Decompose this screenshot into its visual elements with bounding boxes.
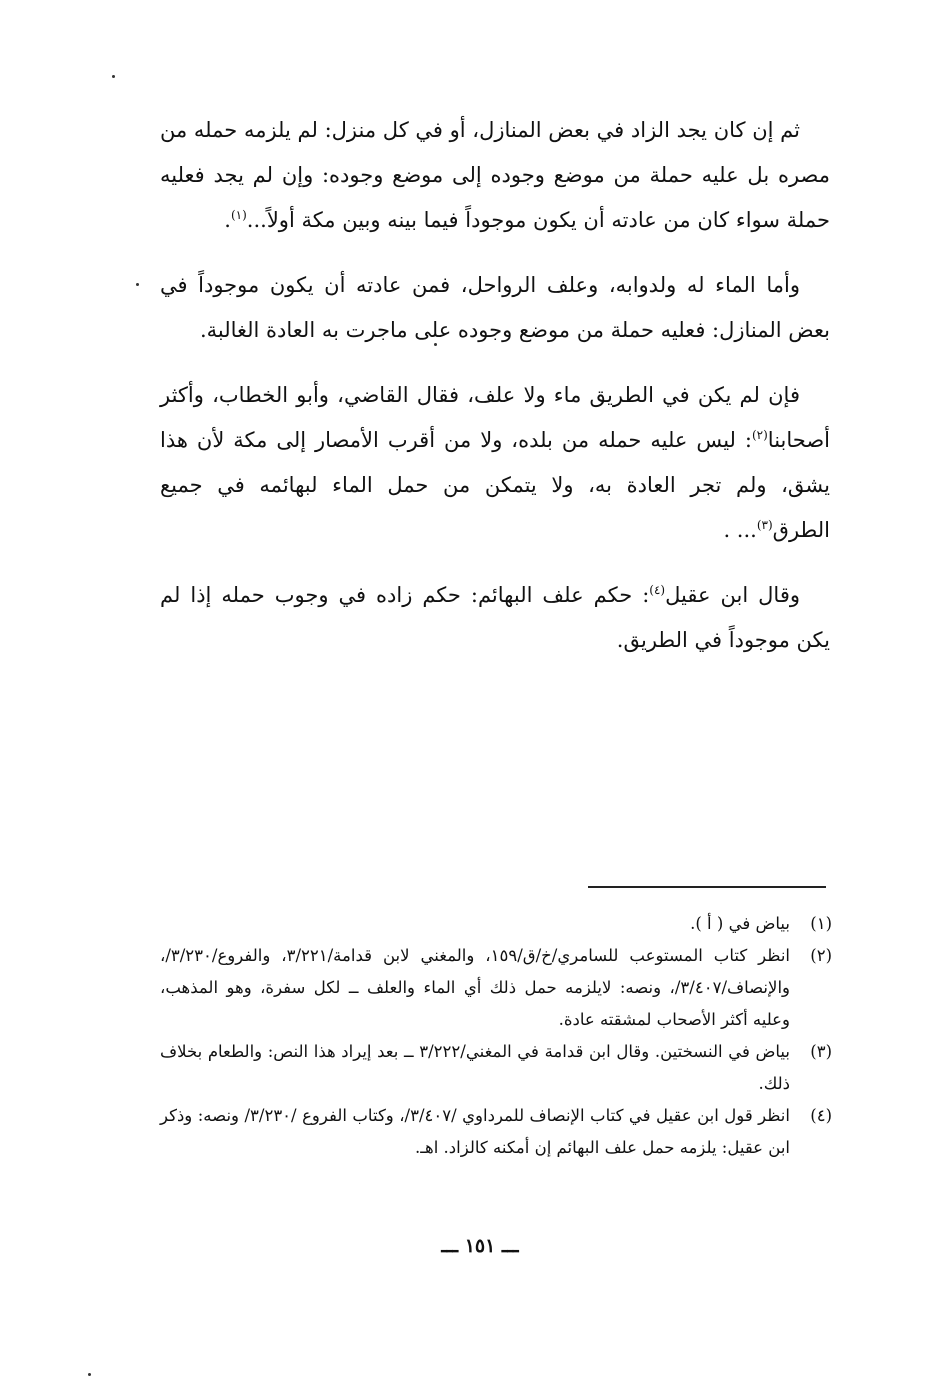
paragraph-3-text-c: ... . bbox=[723, 518, 757, 542]
footnote-text: بياض في النسختين. وقال ابن قدامة في المغني/٣/٢٢٢ ــ بعد إيراد هذا النص: والطعام بخلاف ذلك. bbox=[160, 1042, 790, 1093]
footnote-2 bbox=[160, 940, 832, 1036]
footnote-1 bbox=[160, 908, 832, 940]
footnote-ref-1: (١) bbox=[230, 208, 247, 222]
paragraph-4-text-b: : حكم علف البهائم: حكم زاده في وجوب حمله إذا لم يكن موجوداً في الطريق. bbox=[160, 583, 830, 652]
paragraph-3-text-a: فإن لم يكن في الطريق ماء ولا علف، فقال القاضي، وأبو الخطاب، وأكثر أصحابنا bbox=[160, 383, 830, 452]
footnote-separator-rule bbox=[588, 886, 826, 888]
footnote-ref-4: (٤) bbox=[649, 583, 666, 597]
page-number: ـــ ١٥١ ـــ bbox=[441, 1235, 519, 1257]
paragraph-3 bbox=[160, 373, 830, 553]
paragraph-1-text-b: . bbox=[224, 208, 231, 232]
paragraph-2-text: وأما الماء له ولدوابه، وعلف الرواحل، فمن عادته أن يكون موجوداً في بعض المنازل: فعليه حملة من موضع وجوده على ماجرت به العادة الغالبة. bbox=[160, 273, 830, 342]
scan-speck bbox=[136, 283, 139, 286]
footnote-number: (١) bbox=[810, 914, 832, 933]
footnote-3 bbox=[160, 1036, 832, 1100]
scan-speck bbox=[112, 75, 115, 78]
footnote-number: (٢) bbox=[810, 946, 832, 965]
paragraph-4-text-a: وقال ابن عقيل bbox=[665, 583, 801, 607]
paragraph-4 bbox=[160, 573, 830, 663]
main-text bbox=[160, 108, 830, 683]
footnote-ref-3: (٣) bbox=[756, 518, 773, 532]
footnotes bbox=[160, 908, 832, 1164]
footnote-text: انظر كتاب المستوعب للسامري/خ/ق/١٥٩، والمغني لابن قدامة/٣/٢٢١، والفروع/٣/٢٣٠/، والإنصاف/٣/٤٠٧/، ونصه: لايلزمه حمل ذلك أي الماء والعلف ــ لكل سفرة، وهو المذهب، وعليه أكثر الأصحاب لمشقته عادة. bbox=[160, 946, 790, 1029]
footnote-ref-2: (٢) bbox=[751, 428, 768, 442]
paragraph-3-text-b: : ليس عليه حمله من بلده، ولا من أقرب الأمصار إلى مكة لأن هذا يشق، ولم تجر العادة به، ولا يتمكن من حمل الماء لبهائمه في جميع الطرق bbox=[160, 428, 830, 542]
footnote-number: (٤) bbox=[810, 1106, 832, 1125]
footnote-4 bbox=[160, 1100, 832, 1164]
paragraph-1-text-a: ثم إن كان يجد الزاد في بعض المنازل، أو في كل منزل: لم يلزمه حمله من مصره بل عليه حملة من موضع وجوده إلى موضع وجوده: وإن لم يجد فعليه حملة سواء كان من عادته أن يكون موجوداً فيما بينه وبين مكة أولاً... bbox=[160, 118, 830, 232]
footnote-text: بياض في ( أ ). bbox=[690, 914, 790, 933]
paragraph-2 bbox=[160, 263, 830, 353]
footnote-text: انظر قول ابن عقيل في كتاب الإنصاف للمرداوي /٣/٤٠٧/، وكتاب الفروع /٣/٢٣٠/ ونصه: وذكر ابن عقيل: يلزمه حمل علف البهائم إن أمكنه كالزاد. اهـ. bbox=[160, 1106, 790, 1157]
paragraph-1 bbox=[160, 108, 830, 243]
scan-speck bbox=[88, 1373, 91, 1376]
footnote-number: (٣) bbox=[810, 1042, 832, 1061]
scan-speck bbox=[434, 343, 437, 346]
